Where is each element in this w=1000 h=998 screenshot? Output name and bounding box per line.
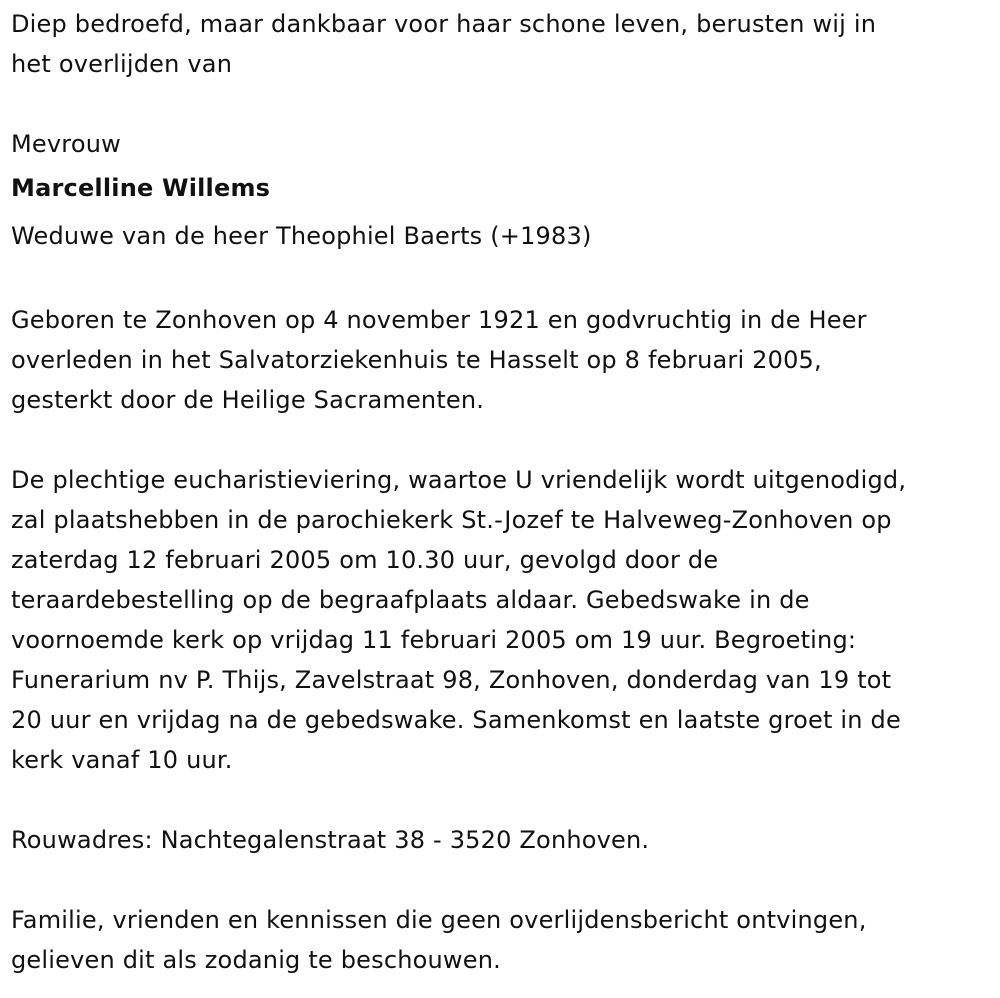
ceremony-line-6: Funerarium nv P. Thijs, Zavelstraat 98, Zonhoven, donderdag van 19 tot (11, 666, 892, 694)
mourning-address: Rouwadres: Nachtegalenstraat 38 - 3520 Zonhoven. (11, 826, 650, 854)
intro-paragraph (11, 4, 995, 84)
birth-death-line-2: overleden in het Salvatorziekenhuis te Hasselt op 8 februari 2005, (11, 346, 822, 374)
honorific: Mevrouw (11, 130, 121, 158)
spacer (11, 420, 995, 460)
ceremony-paragraph (11, 460, 995, 780)
ceremony-line-1: De plechtige eucharistieviering, waartoe U vriendelijk wordt uitgenodigd, (11, 466, 907, 494)
deceased-name: Marcelline Willems (11, 174, 271, 202)
spacer (11, 780, 995, 820)
spacer (11, 860, 995, 900)
birth-death-line-3: gesterkt door de Heilige Sacramenten. (11, 386, 485, 414)
ceremony-line-3: zaterdag 12 februari 2005 om 10.30 uur, gevolgd door de (11, 546, 719, 574)
intro-line-1: Diep bedroefd, maar dankbaar voor haar schone leven, berusten wij in (11, 10, 877, 38)
birth-death-line-1: Geboren te Zonhoven op 4 november 1921 en godvruchtig in de Heer (11, 306, 867, 334)
closing-line-2: gelieven dit als zodanig te beschouwen. (11, 946, 501, 974)
obituary-document (11, 4, 995, 980)
spacer (11, 260, 995, 300)
spacer (11, 84, 995, 124)
closing-line-1: Familie, vrienden en kennissen die geen overlijdensbericht ontvingen, (11, 906, 867, 934)
closing-paragraph (11, 900, 995, 980)
birth-death-paragraph (11, 300, 995, 420)
widow-of-line: Weduwe van de heer Theophiel Baerts (+1983) (11, 222, 592, 250)
ceremony-line-2: zal plaatshebben in de parochiekerk St.-Jozef te Halveweg-Zonhoven op (11, 506, 892, 534)
ceremony-line-7: 20 uur en vrijdag na de gebedswake. Samenkomst en laatste groet in de (11, 706, 901, 734)
ceremony-line-8: kerk vanaf 10 uur. (11, 746, 233, 774)
intro-line-2: het overlijden van (11, 50, 233, 78)
ceremony-line-4: teraardebestelling op de begraafplaats aldaar. Gebedswake in de (11, 586, 810, 614)
ceremony-line-5: voornoemde kerk op vrijdag 11 februari 2005 om 19 uur. Begroeting: (11, 626, 857, 654)
